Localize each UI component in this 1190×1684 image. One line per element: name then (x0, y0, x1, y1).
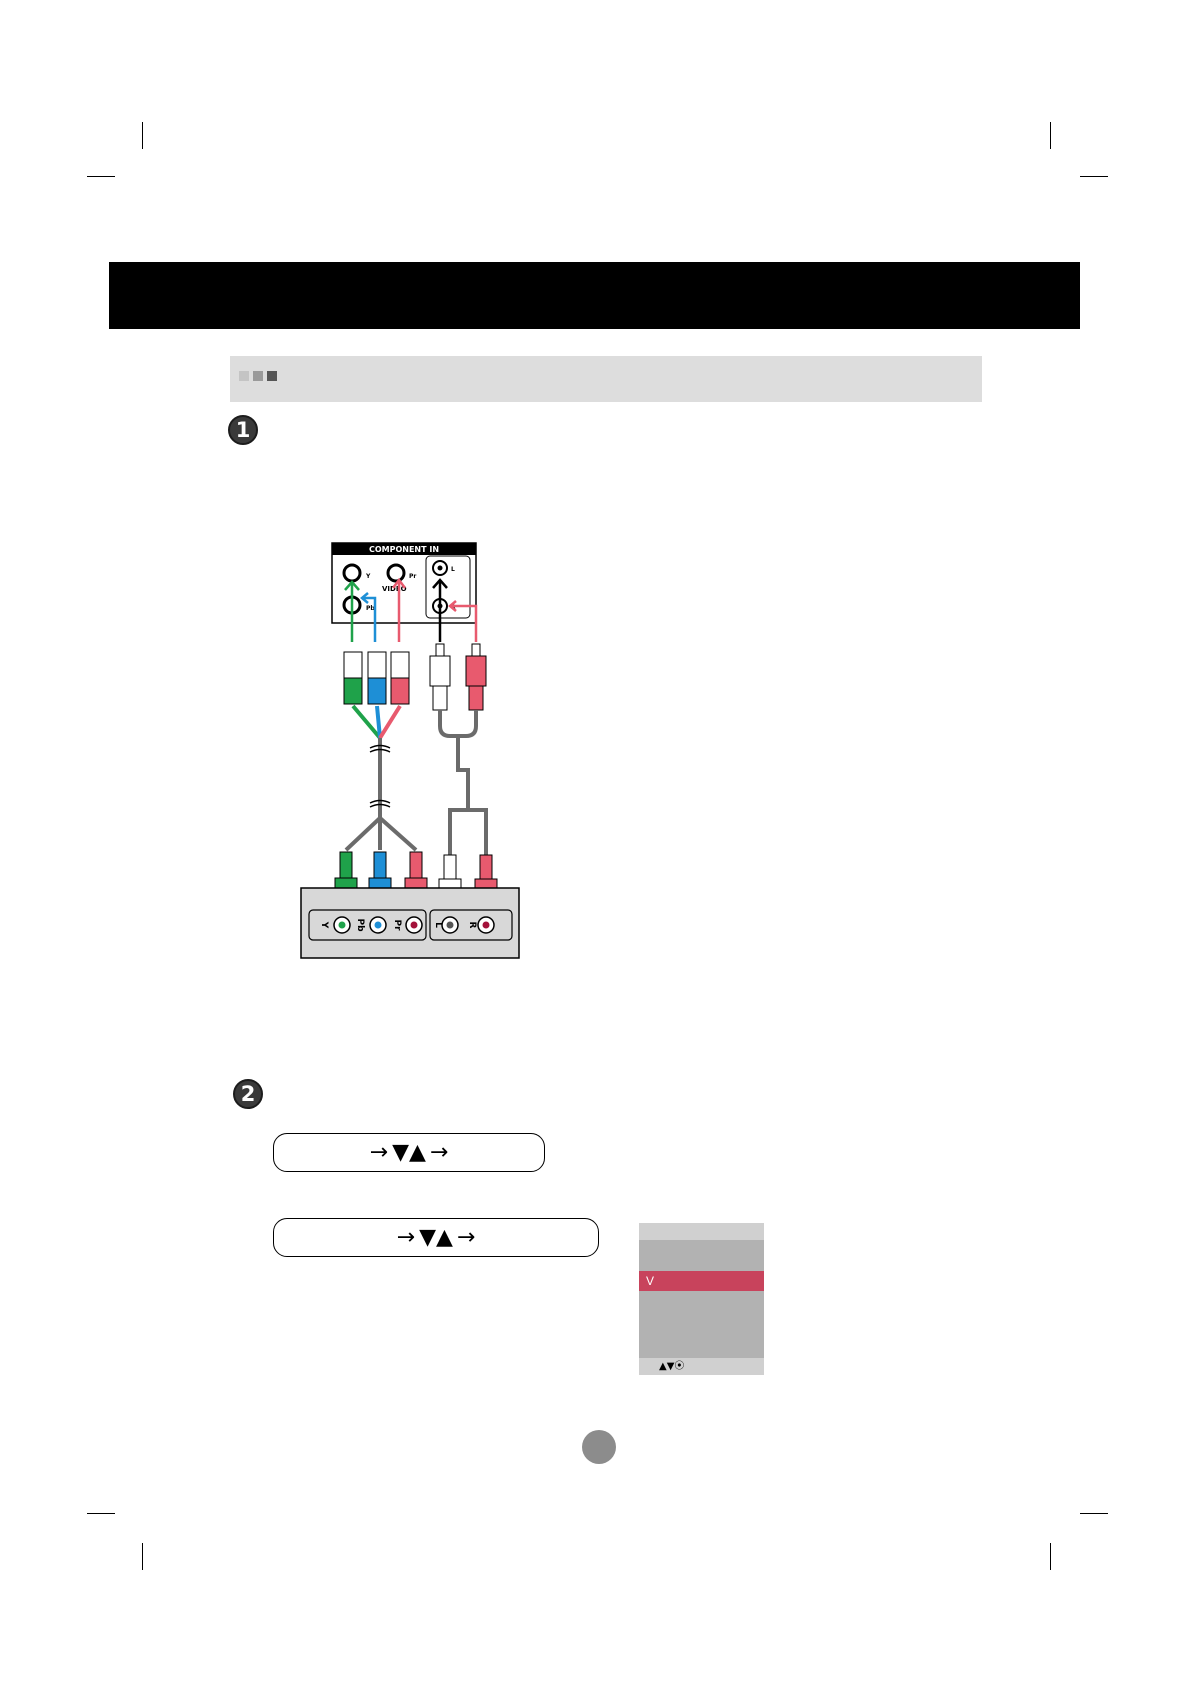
source-device-panel (301, 888, 519, 958)
panel-jack-label-l: L (451, 566, 455, 573)
crop-mark (1080, 176, 1108, 177)
section-square-icon (253, 371, 263, 381)
connection-diagram (290, 540, 530, 960)
source-label-y: Y (319, 921, 329, 929)
down-up-icon: ▼▲ (419, 1225, 453, 1250)
arrow-right-icon: → (429, 1140, 449, 1165)
section-bar (230, 356, 982, 402)
arrow-right-icon: → (369, 1140, 389, 1165)
osd-nav-hint: ▲▼⦿ (639, 1358, 764, 1375)
panel-jack-label-r: R (451, 604, 456, 611)
menu-sequence-2 (273, 1218, 599, 1257)
source-label-r: R (467, 921, 477, 929)
crop-mark (87, 176, 115, 177)
source-label-pb: Pb (355, 918, 365, 932)
osd-header (639, 1223, 764, 1240)
panel-jack-label-y: Y (366, 573, 371, 580)
arrow-right-icon: → (396, 1225, 416, 1250)
osd-selected-item[interactable]: V (639, 1271, 764, 1291)
step-1-badge: 1 (228, 415, 258, 445)
cables (346, 706, 486, 855)
osd-menu (639, 1223, 764, 1375)
crop-mark (1050, 1543, 1051, 1570)
panel-video-label: VIDEO (382, 585, 407, 593)
crop-mark (142, 1543, 143, 1570)
arrow-right-icon: → (456, 1225, 476, 1250)
source-label-pr: Pr (392, 919, 402, 931)
page-number-badge (582, 1430, 616, 1464)
step-2-badge: 2 (233, 1079, 263, 1109)
panel-jack-label-pb: Pb (366, 605, 375, 612)
source-label-l: L (433, 922, 443, 928)
menu-sequence-1 (273, 1133, 545, 1172)
section-square-icon (239, 371, 249, 381)
crop-mark (1050, 122, 1051, 149)
crop-mark (87, 1513, 115, 1514)
section-square-icon (267, 371, 277, 381)
down-up-icon: ▼▲ (392, 1140, 426, 1165)
component-plugs-top (344, 652, 409, 704)
panel-jack-label-pr: Pr (409, 573, 417, 580)
header-bar (109, 262, 1080, 329)
crop-mark (1080, 1513, 1108, 1514)
panel-title-text: COMPONENT IN (368, 545, 440, 554)
audio-plugs-top (430, 644, 486, 710)
crop-mark (142, 122, 143, 149)
